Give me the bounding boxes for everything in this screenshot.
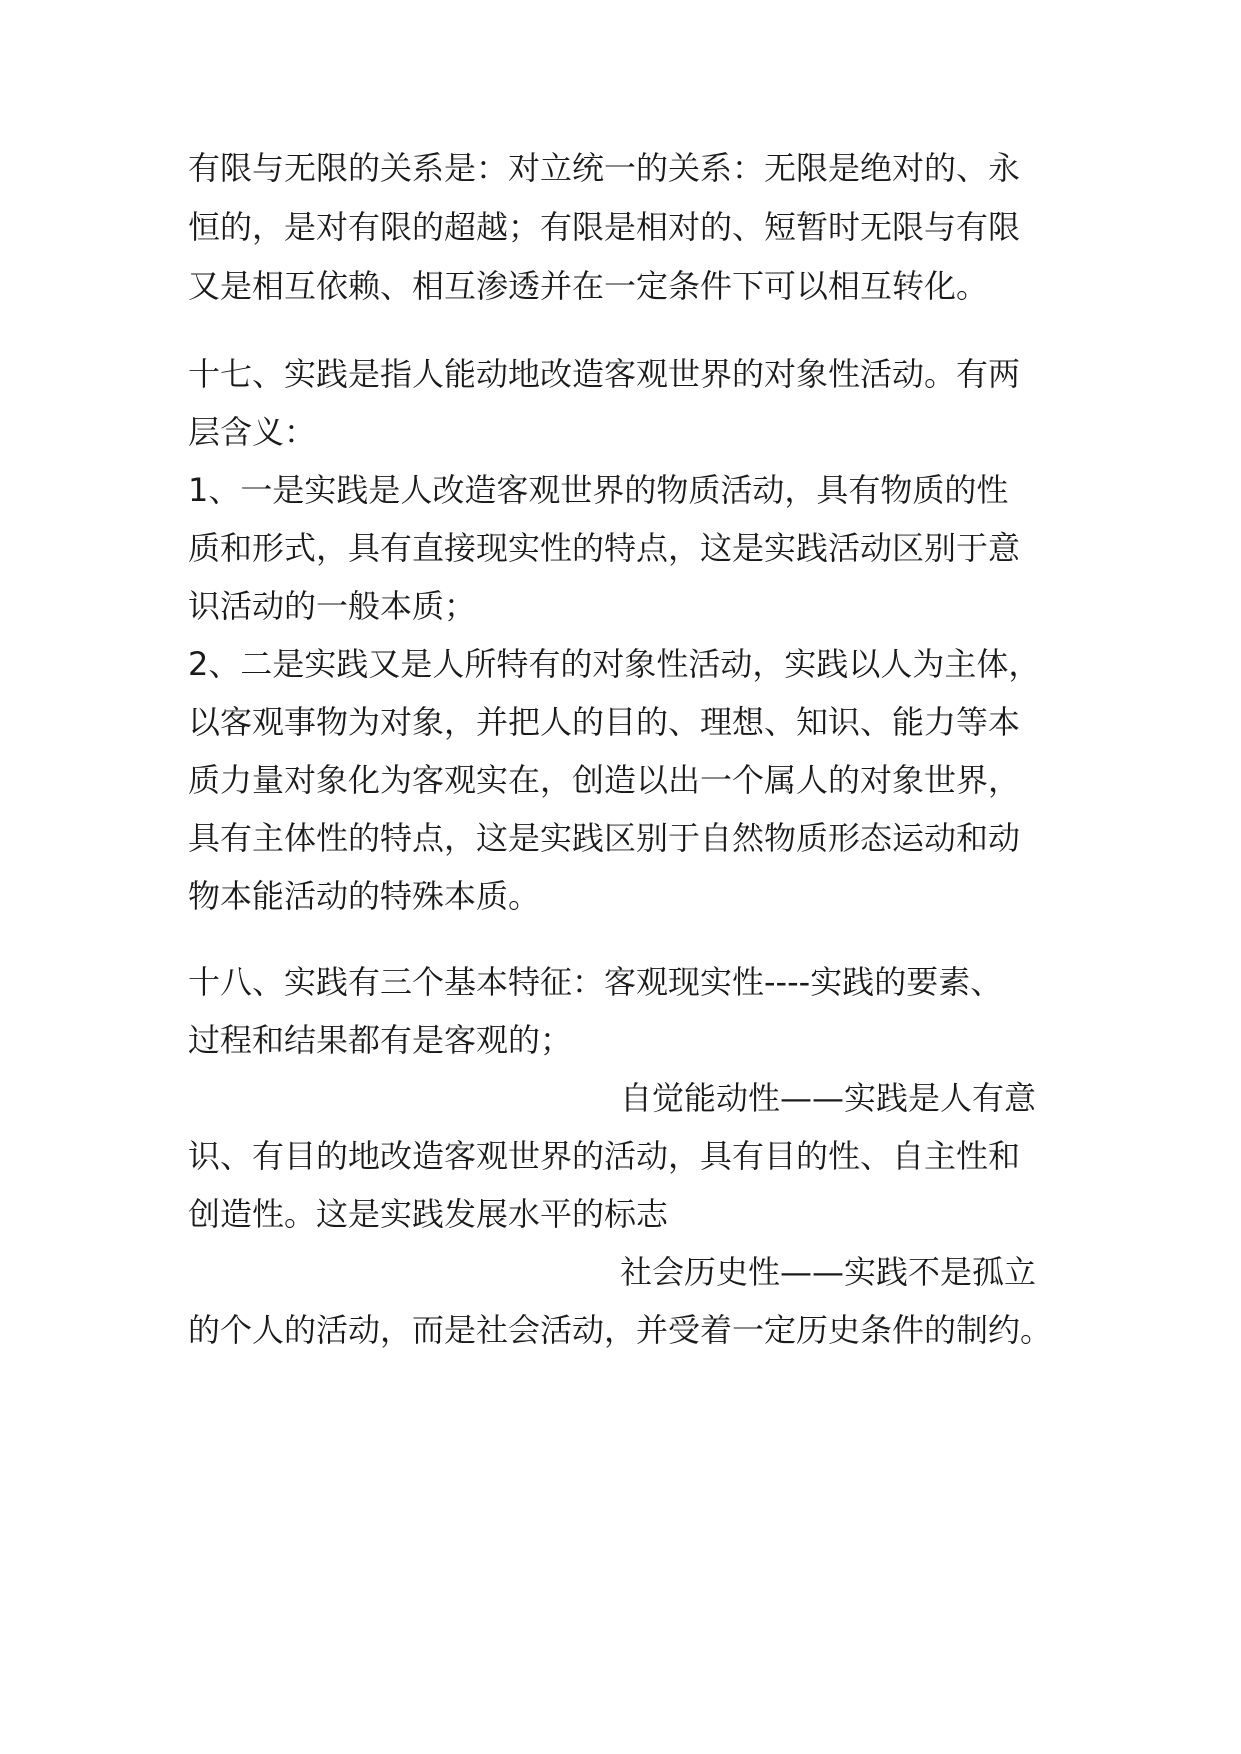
section-18-line-2: 过程和结果都有是客观的； — [188, 1021, 573, 1059]
section-17-line-6: 2、二是实践又是人所特有的对象性活动，实践以人为主体， — [188, 645, 1041, 683]
section-17-line-1: 十七、实践是指人能动地改造客观世界的对象性活动。有两 — [188, 355, 1021, 393]
section-17-line-5: 识活动的一般本质； — [188, 587, 477, 625]
section-18-line-3: 自觉能动性——实践是人有意 — [620, 1079, 1037, 1117]
section-17-line-7: 以客观事物为对象，并把人的目的、理想、知识、能力等本 — [188, 703, 1021, 741]
section-18-line-4: 识、有目的地改造客观世界的活动，具有目的性、自主性和 — [188, 1137, 1021, 1175]
section-18-line-1: 十八、实践有三个基本特征：客观现实性----实践的要素、 — [188, 963, 1003, 1001]
section-17-line-2: 层含义： — [188, 413, 317, 451]
section-18-line-6: 社会历史性——实践不是孤立 — [620, 1253, 1037, 1291]
section-17-line-4: 质和形式，具有直接现实性的特点，这是实践活动区别于意 — [188, 529, 1021, 567]
section-17-line-9: 具有主体性的特点，这是实践区别于自然物质形态运动和动 — [188, 819, 1021, 857]
section-18-line-5: 创造性。这是实践发展水平的标志 — [188, 1195, 669, 1233]
paragraph-1-line-1: 有限与无限的关系是：对立统一的关系：无限是绝对的、永 — [188, 149, 1021, 187]
section-18-line-7: 的个人的活动，而是社会活动，并受着一定历史条件的制约。 — [188, 1311, 1053, 1349]
paragraph-1-line-2: 恒的，是对有限的超越；有限是相对的、短暂时无限与有限 — [188, 208, 1021, 246]
section-17-line-10: 物本能活动的特殊本质。 — [188, 877, 541, 915]
section-17-line-8: 质力量对象化为客观实在，创造以出一个属人的对象世界， — [188, 761, 1021, 799]
section-17-line-3: 1、一是实践是人改造客观世界的物质活动，具有物质的性 — [188, 471, 1009, 509]
paragraph-1-line-3: 又是相互依赖、相互渗透并在一定条件下可以相互转化。 — [188, 267, 989, 305]
